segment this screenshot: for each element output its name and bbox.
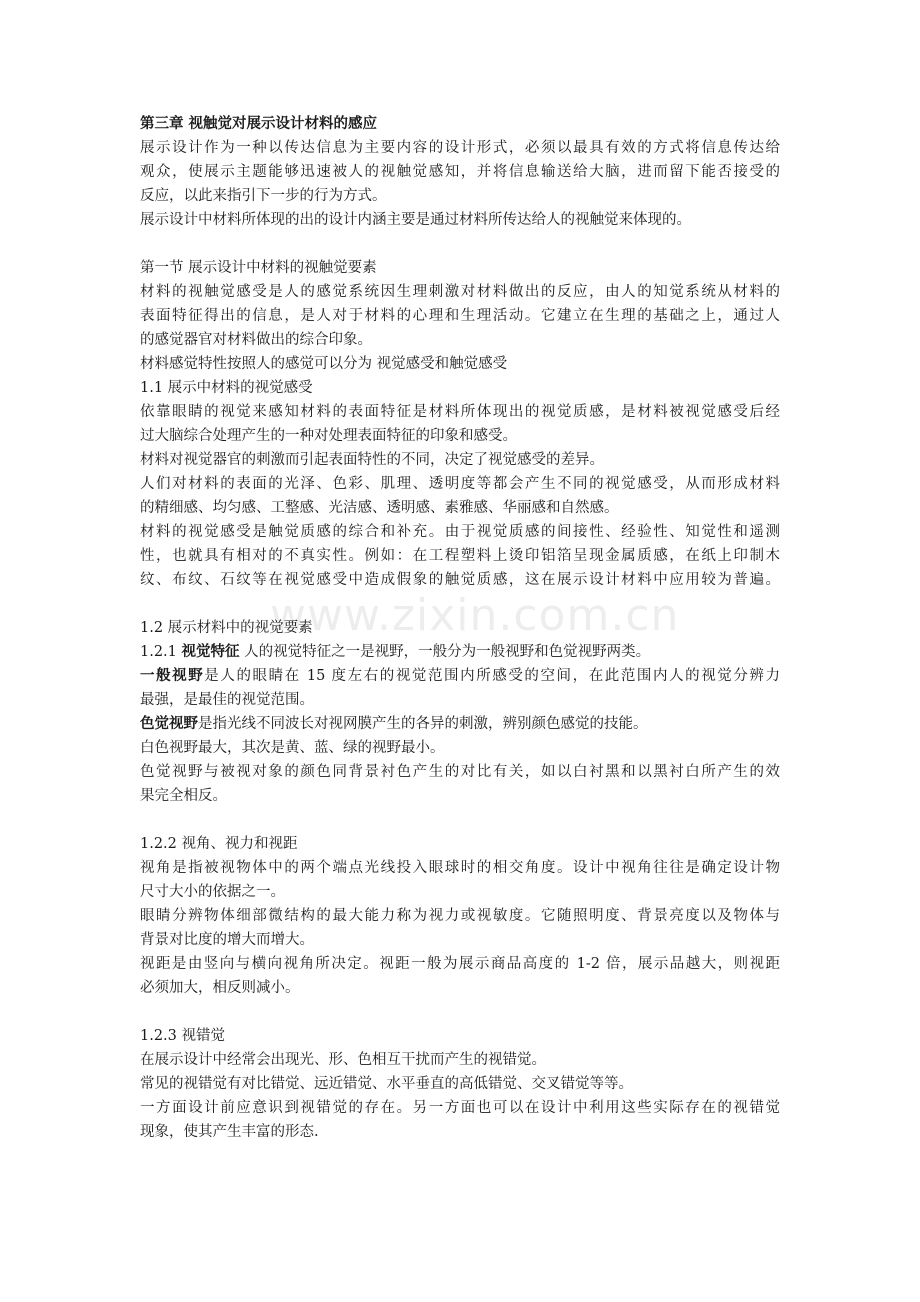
- paragraph-line: 展示设计中材料所体现的出的设计内涵主要是通过材料所传达给人的视触觉来体现的。: [140, 212, 691, 228]
- blank-line: [140, 1000, 780, 1024]
- term-visual-feature: 视觉特征: [181, 643, 240, 660]
- paragraph-line: 一方面设计前应意识到视错觉的存在。另一方面也可以在设计中利用这些实际存在的视错觉: [140, 1100, 780, 1116]
- section-title: 第一节 展示设计中材料的视触觉要素: [140, 260, 377, 276]
- paragraph-line: 材料的视触觉感受是人的感觉系统因生理刺激对材料做出的反应，由人的知觉系统从材料的: [140, 284, 780, 300]
- paragraph-line: 的精细感、均匀感、工整感、光洁感、透明感、素雅感、华丽感和自然感。: [140, 500, 619, 516]
- paragraph-line: 材料感觉特性按照人的感觉可以分为 视觉感受和触觉感受: [140, 356, 508, 372]
- blank-line: [140, 808, 780, 832]
- paragraph-line: 视角是指被视物体中的两个端点光线投入眼球时的相交角度。设计中视角往往是确定设计物: [140, 860, 780, 876]
- paragraph-line: 尺寸大小的依据之一。: [140, 884, 285, 900]
- subsection-title: 1.2.3 视错觉: [140, 1028, 226, 1044]
- subsection-title: 1.1 展示中材料的视觉感受: [140, 380, 313, 396]
- paragraph-line: [140, 664, 780, 688]
- term-text: 是人的眼睛在 15 度左右的视觉范围内所感受的空间，在此范围内人的视觉分辨力: [204, 668, 780, 684]
- paragraph-line: 视距是由竖向与横向视角所决定。视距一般为展示商品高度的 1-2 倍，展示品越大，则视距: [140, 956, 780, 972]
- paragraph-line: 性，也就具有相对的不真实性。例如：在工程塑料上烫印铝箔呈现金属质感，在纸上印制木: [140, 548, 780, 564]
- paragraph-line: 在展示设计中经常会出现光、形、色相互干扰而产生的视错觉。: [140, 1052, 546, 1068]
- paragraph-line: 白色视野最大，其次是黄、蓝、绿的视野最小。: [140, 740, 445, 756]
- paragraph-line: 依靠眼睛的视觉来感知材料的表面特征是材料所体现出的视觉质感，是材料被视觉感受后经: [140, 404, 780, 420]
- term-text: 是指光线不同波长对视网膜产生的各异的刺激，辨别颜色感觉的技能。: [198, 716, 648, 732]
- paragraph-line: 材料的视觉感受是触觉质感的综合和补充。由于视觉质感的间接性、经验性、知觉性和遥测: [140, 524, 780, 540]
- paragraph-line: [140, 712, 780, 736]
- paragraph-line: [140, 640, 780, 664]
- paragraph-line: 必须加大，相反则减小。: [140, 980, 300, 996]
- paragraph-line: 纹、布纹、石纹等在视觉感受中造成假象的触觉质感，这在展示设计材料中应用较为普遍。: [140, 572, 780, 588]
- subsection-title: 1.2 展示材料中的视觉要素: [140, 620, 313, 636]
- paragraph-line: 果完全相反。: [140, 788, 227, 804]
- paragraph-line: 材料对视觉器官的刺激而引起表面特性的不同，决定了视觉感受的差异。: [140, 452, 604, 468]
- paragraph-line: 常见的视错觉有对比错觉、远近错觉、水平垂直的高低错觉、交叉错觉等等。: [140, 1076, 633, 1092]
- paragraph-line: 反应，以此来指引下一步的行为方式。: [140, 188, 387, 204]
- paragraph-line: 的感觉器官对材料做出的综合印象。: [140, 332, 372, 348]
- paragraph-line: 过大脑综合处理产生的一种对处理表面特征的印象和感受。: [140, 428, 517, 444]
- subsection-title: 1.2.2 视角、视力和视距: [140, 836, 298, 852]
- paragraph-line: 表面特征得出的信息，是人对于材料的心理和生理活动。它建立在生理的基础之上，通过人: [140, 308, 780, 324]
- paragraph-line: 展示设计作为一种以传达信息为主要内容的设计形式，必须以最具有效的方式将信息传达给: [140, 140, 780, 156]
- term-text: 人的视觉特征之一是视野，一般分为一般视野和色觉视野两类。: [239, 644, 651, 660]
- chapter-title: 第三章 视触觉对展示设计材料的感应: [140, 115, 378, 132]
- document-body: [140, 112, 780, 1144]
- term-general-field: 一般视野: [140, 667, 205, 684]
- paragraph-line: 观众，使展示主题能够迅速被人的视触觉感知，并将信息输送给大脑，进而留下能否接受的: [140, 164, 780, 180]
- watermark: www.zixin.com.cn: [270, 590, 680, 641]
- paragraph-line: 现象，使其产生丰富的形态.: [140, 1124, 319, 1140]
- paragraph-line: 眼睛分辨物体细部微结构的最大能力称为视力或视敏度。它随照明度、背景亮度以及物体与: [140, 908, 780, 924]
- blank-line: [140, 592, 780, 616]
- paragraph-line: 背景对比度的增大而增大。: [140, 932, 314, 948]
- paragraph-line: 色觉视野与被视对象的颜色同背景衬色产生的对比有关，如以白衬黑和以黑衬白所产生的效: [140, 764, 780, 780]
- paragraph-line: 最强，是最佳的视觉范围。: [140, 692, 314, 708]
- paragraph-line: 人们对材料的表面的光泽、色彩、肌理、透明度等都会产生不同的视觉感受，从而形成材料: [140, 476, 780, 492]
- blank-line: [140, 232, 780, 256]
- subsection-number: 1.2.1: [140, 644, 182, 660]
- term-color-field: 色觉视野: [140, 715, 198, 732]
